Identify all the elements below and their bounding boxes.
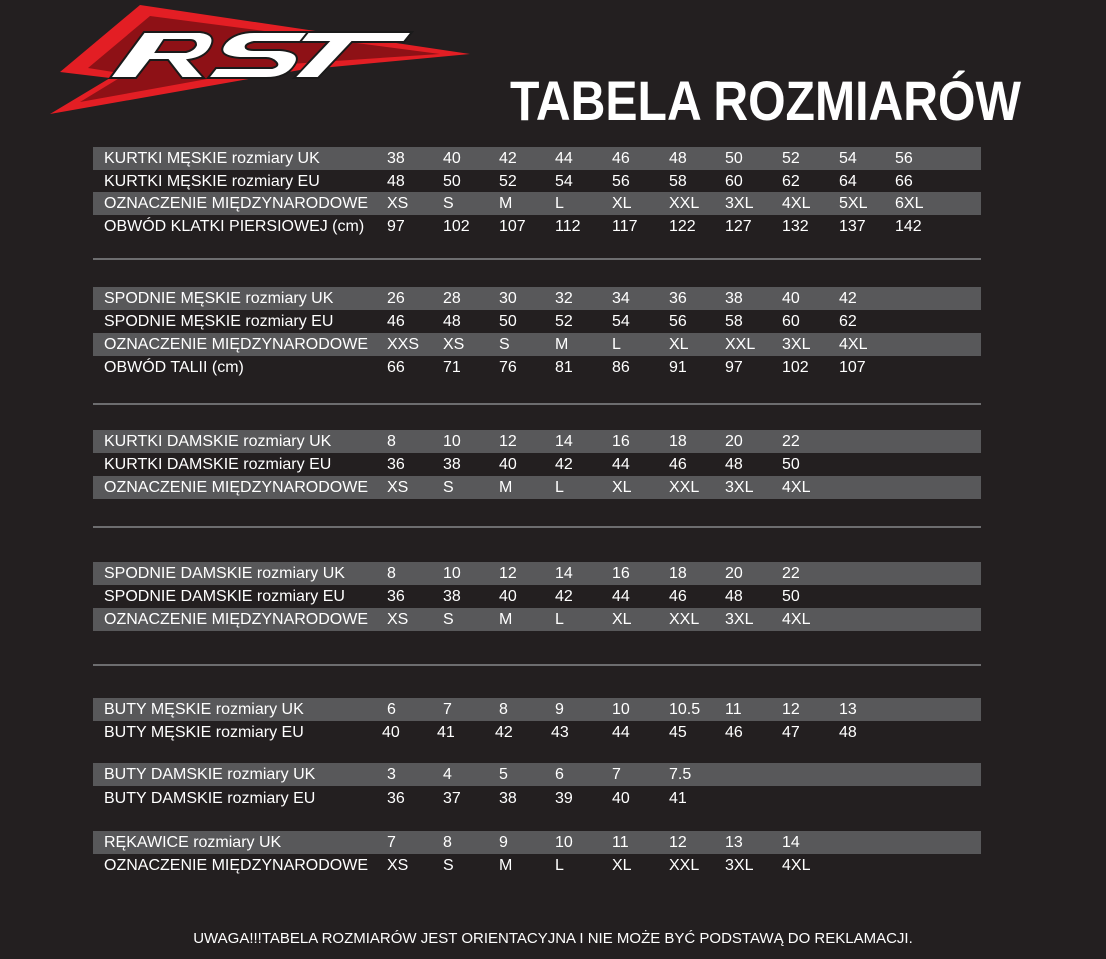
section-divider: [93, 664, 981, 666]
size-value: 4XL: [782, 857, 811, 874]
size-value: 46: [387, 313, 405, 330]
rst-logo: [40, 2, 480, 120]
size-value: 5XL: [839, 195, 868, 212]
size-value: 7: [443, 701, 452, 718]
size-value: 26: [387, 290, 405, 307]
size-value: 42: [555, 456, 573, 473]
size-value: XL: [612, 611, 632, 628]
size-value: 81: [555, 359, 573, 376]
size-value: 36: [387, 456, 405, 473]
row-label: BUTY MĘSKIE rozmiary EU: [104, 724, 304, 741]
size-value: 56: [895, 150, 913, 167]
size-value: 30: [499, 290, 517, 307]
size-value: 40: [612, 790, 630, 807]
size-value: 97: [387, 218, 405, 235]
size-value: 48: [669, 150, 687, 167]
section-divider: [93, 258, 981, 260]
size-value: 6XL: [895, 195, 924, 212]
size-value: 3XL: [725, 611, 754, 628]
size-value: 8: [387, 565, 396, 582]
row-label: BUTY DAMSKIE rozmiary EU: [104, 790, 316, 807]
size-value: 40: [499, 588, 517, 605]
size-value: 64: [839, 173, 857, 190]
size-value: 54: [555, 173, 573, 190]
size-value: 10.5: [669, 701, 701, 718]
size-value: 7.5: [669, 766, 692, 783]
row-label: BUTY MĘSKIE rozmiary UK: [104, 701, 304, 718]
size-value: 12: [782, 701, 800, 718]
size-value: 48: [839, 724, 857, 741]
size-value: 43: [551, 724, 569, 741]
row-label: OZNACZENIE MIĘDZYNARODOWE: [104, 336, 369, 353]
size-value: 4: [443, 766, 452, 783]
size-value: 107: [499, 218, 526, 235]
size-value: XL: [612, 479, 632, 496]
size-value: 48: [725, 588, 743, 605]
size-value: XXL: [669, 479, 700, 496]
size-row: [93, 287, 981, 310]
size-value: 10: [443, 565, 461, 582]
size-value: XXL: [669, 195, 700, 212]
size-value: 34: [612, 290, 630, 307]
size-value: 102: [782, 359, 809, 376]
size-value: 6: [555, 766, 564, 783]
size-value: M: [499, 195, 513, 212]
size-row: [93, 476, 981, 499]
size-value: 117: [612, 218, 638, 235]
size-value: 50: [782, 456, 800, 473]
section-divider: [93, 403, 981, 405]
warning-text: TABELA ROZMIARÓW JEST ORIENTACYJNA I NIE MOŻE BYĆ PODSTAWĄ DO REKLAMACJI.: [261, 930, 913, 947]
size-row: [93, 721, 981, 744]
size-value: 12: [499, 565, 517, 582]
size-value: 14: [555, 433, 573, 450]
size-value: 52: [782, 150, 800, 167]
size-value: 8: [443, 834, 452, 851]
size-value: 14: [782, 834, 800, 851]
size-value: S: [443, 857, 454, 874]
size-value: XL: [612, 857, 632, 874]
size-value: 47: [782, 724, 800, 741]
size-value: 9: [555, 701, 564, 718]
size-value: 8: [499, 701, 508, 718]
size-value: 5: [499, 766, 508, 783]
row-label: KURTKI MĘSKIE rozmiary EU: [104, 173, 320, 190]
row-label: KURTKI DAMSKIE rozmiary EU: [104, 456, 332, 473]
size-value: 76: [499, 359, 517, 376]
size-value: 16: [612, 565, 630, 582]
size-row: [93, 608, 981, 631]
size-value: 13: [839, 701, 857, 718]
size-value: 11: [612, 834, 629, 851]
size-value: 3XL: [725, 857, 754, 874]
size-row: [93, 356, 981, 379]
section-divider: [93, 526, 981, 528]
size-value: 32: [555, 290, 573, 307]
row-label: OZNACZENIE MIĘDZYNARODOWE: [104, 195, 369, 212]
row-label: SPODNIE DAMSKIE rozmiary UK: [104, 565, 345, 582]
size-value: 42: [499, 150, 517, 167]
size-row: [93, 170, 981, 193]
size-value: S: [443, 611, 454, 628]
size-value: 39: [555, 790, 573, 807]
size-value: XXL: [669, 611, 700, 628]
size-value: 122: [669, 218, 696, 235]
size-value: 50: [725, 150, 743, 167]
size-value: 14: [555, 565, 573, 582]
size-value: 22: [782, 433, 800, 450]
size-row: [93, 854, 981, 877]
row-label: KURTKI MĘSKIE rozmiary UK: [104, 150, 320, 167]
size-value: 41: [437, 724, 455, 741]
size-value: 28: [443, 290, 461, 307]
size-value: 12: [669, 834, 687, 851]
row-label: OZNACZENIE MIĘDZYNARODOWE: [104, 479, 369, 496]
size-value: XXL: [725, 336, 756, 353]
size-value: 18: [669, 565, 687, 582]
row-label: BUTY DAMSKIE rozmiary UK: [104, 766, 316, 783]
size-value: 42: [555, 588, 573, 605]
size-value: 107: [839, 359, 866, 376]
size-value: 54: [839, 150, 857, 167]
size-row: [93, 585, 981, 608]
size-value: XS: [387, 611, 409, 628]
row-label: SPODNIE DAMSKIE rozmiary EU: [104, 588, 345, 605]
size-value: 38: [443, 588, 461, 605]
size-value: 44: [612, 588, 630, 605]
size-value: 52: [499, 173, 517, 190]
size-value: 6: [387, 701, 396, 718]
size-value: 40: [443, 150, 461, 167]
size-row: [93, 787, 981, 810]
size-value: 3XL: [725, 195, 754, 212]
size-value: 40: [382, 724, 400, 741]
size-value: 102: [443, 218, 470, 235]
size-value: 13: [725, 834, 743, 851]
size-value: 4XL: [782, 195, 811, 212]
size-value: 40: [499, 456, 517, 473]
size-value: 9: [499, 834, 508, 851]
size-row: [93, 562, 981, 585]
size-value: 50: [443, 173, 461, 190]
row-label: OZNACZENIE MIĘDZYNARODOWE: [104, 857, 369, 874]
row-label: SPODNIE MĘSKIE rozmiary EU: [104, 313, 334, 330]
size-value: M: [499, 857, 513, 874]
size-value: L: [555, 479, 564, 496]
size-value: 58: [669, 173, 687, 190]
size-value: 3XL: [782, 336, 811, 353]
row-label: OBWÓD KLATKI PIERSIOWEJ (cm): [104, 218, 365, 235]
size-value: L: [612, 336, 621, 353]
size-value: 37: [443, 790, 461, 807]
row-label: SPODNIE MĘSKIE rozmiary UK: [104, 290, 334, 307]
size-value: 3XL: [725, 479, 754, 496]
size-value: 38: [443, 456, 461, 473]
warning-label: UWAGA!!!: [193, 930, 262, 947]
size-value: 46: [725, 724, 743, 741]
size-value: 36: [669, 290, 687, 307]
size-value: 56: [612, 173, 630, 190]
size-value: 36: [387, 588, 405, 605]
size-row: [93, 763, 981, 786]
size-value: 52: [555, 313, 573, 330]
size-value: 22: [782, 565, 800, 582]
size-value: 20: [725, 433, 743, 450]
size-value: 20: [725, 565, 743, 582]
size-row: [93, 453, 981, 476]
size-value: 42: [839, 290, 857, 307]
size-value: 8: [387, 433, 396, 450]
size-value: 45: [669, 724, 687, 741]
size-value: 137: [839, 218, 866, 235]
size-value: 60: [782, 313, 800, 330]
size-value: 4XL: [782, 611, 811, 628]
size-row: [93, 147, 981, 170]
size-value: 16: [612, 433, 630, 450]
size-value: L: [555, 195, 564, 212]
size-row: [93, 333, 981, 356]
size-value: L: [555, 611, 564, 628]
size-value: M: [555, 336, 569, 353]
size-row: [93, 831, 981, 854]
size-value: 48: [725, 456, 743, 473]
size-value: 86: [612, 359, 630, 376]
row-label: RĘKAWICE rozmiary UK: [104, 834, 282, 851]
size-value: 50: [499, 313, 517, 330]
size-value: XS: [443, 336, 465, 353]
size-value: 44: [612, 724, 630, 741]
size-value: XL: [612, 195, 632, 212]
size-value: XS: [387, 479, 409, 496]
row-label: OBWÓD TALII (cm): [104, 359, 244, 376]
size-value: 4XL: [839, 336, 868, 353]
size-row: [93, 192, 981, 215]
size-value: 10: [612, 701, 630, 718]
row-label: KURTKI DAMSKIE rozmiary UK: [104, 433, 332, 450]
size-value: 12: [499, 433, 517, 450]
size-value: 66: [387, 359, 405, 376]
disclaimer: [0, 930, 1106, 947]
size-value: 38: [499, 790, 517, 807]
size-value: 62: [782, 173, 800, 190]
size-value: 48: [387, 173, 405, 190]
size-row: [93, 310, 981, 333]
size-value: 41: [669, 790, 687, 807]
size-value: 36: [387, 790, 405, 807]
size-value: 46: [669, 588, 687, 605]
size-value: 44: [612, 456, 630, 473]
size-value: 4XL: [782, 479, 811, 496]
size-value: 60: [725, 173, 743, 190]
size-value: 44: [555, 150, 573, 167]
size-value: S: [443, 195, 454, 212]
size-value: 97: [725, 359, 743, 376]
page-title: TABELA ROZMIARÓW: [510, 69, 1021, 132]
size-value: L: [555, 857, 564, 874]
size-value: 7: [612, 766, 621, 783]
size-value: XS: [387, 857, 409, 874]
size-value: XXS: [387, 336, 420, 353]
size-value: 66: [895, 173, 913, 190]
size-value: 38: [387, 150, 405, 167]
row-label: OZNACZENIE MIĘDZYNARODOWE: [104, 611, 369, 628]
size-value: 142: [895, 218, 922, 235]
size-value: 10: [555, 834, 573, 851]
size-value: 58: [725, 313, 743, 330]
size-value: M: [499, 479, 513, 496]
size-value: 11: [725, 701, 742, 718]
size-value: 38: [725, 290, 743, 307]
size-value: 50: [782, 588, 800, 605]
size-value: 62: [839, 313, 857, 330]
size-value: XL: [669, 336, 689, 353]
size-value: S: [443, 479, 454, 496]
size-value: 54: [612, 313, 630, 330]
size-value: 127: [725, 218, 752, 235]
size-value: 10: [443, 433, 461, 450]
size-value: 42: [495, 724, 513, 741]
size-value: 91: [669, 359, 687, 376]
size-value: 46: [669, 456, 687, 473]
size-value: 56: [669, 313, 687, 330]
size-value: 3: [387, 766, 396, 783]
size-value: 18: [669, 433, 687, 450]
size-value: 48: [443, 313, 461, 330]
size-row: [93, 698, 981, 721]
size-value: S: [499, 336, 510, 353]
size-value: M: [499, 611, 513, 628]
size-value: XXL: [669, 857, 700, 874]
size-value: XS: [387, 195, 409, 212]
size-value: 132: [782, 218, 809, 235]
size-value: 7: [387, 834, 396, 851]
size-value: 40: [782, 290, 800, 307]
size-row: [93, 215, 981, 238]
size-value: 46: [612, 150, 630, 167]
size-value: 71: [443, 359, 461, 376]
size-value: 112: [555, 218, 581, 235]
size-row: [93, 430, 981, 453]
